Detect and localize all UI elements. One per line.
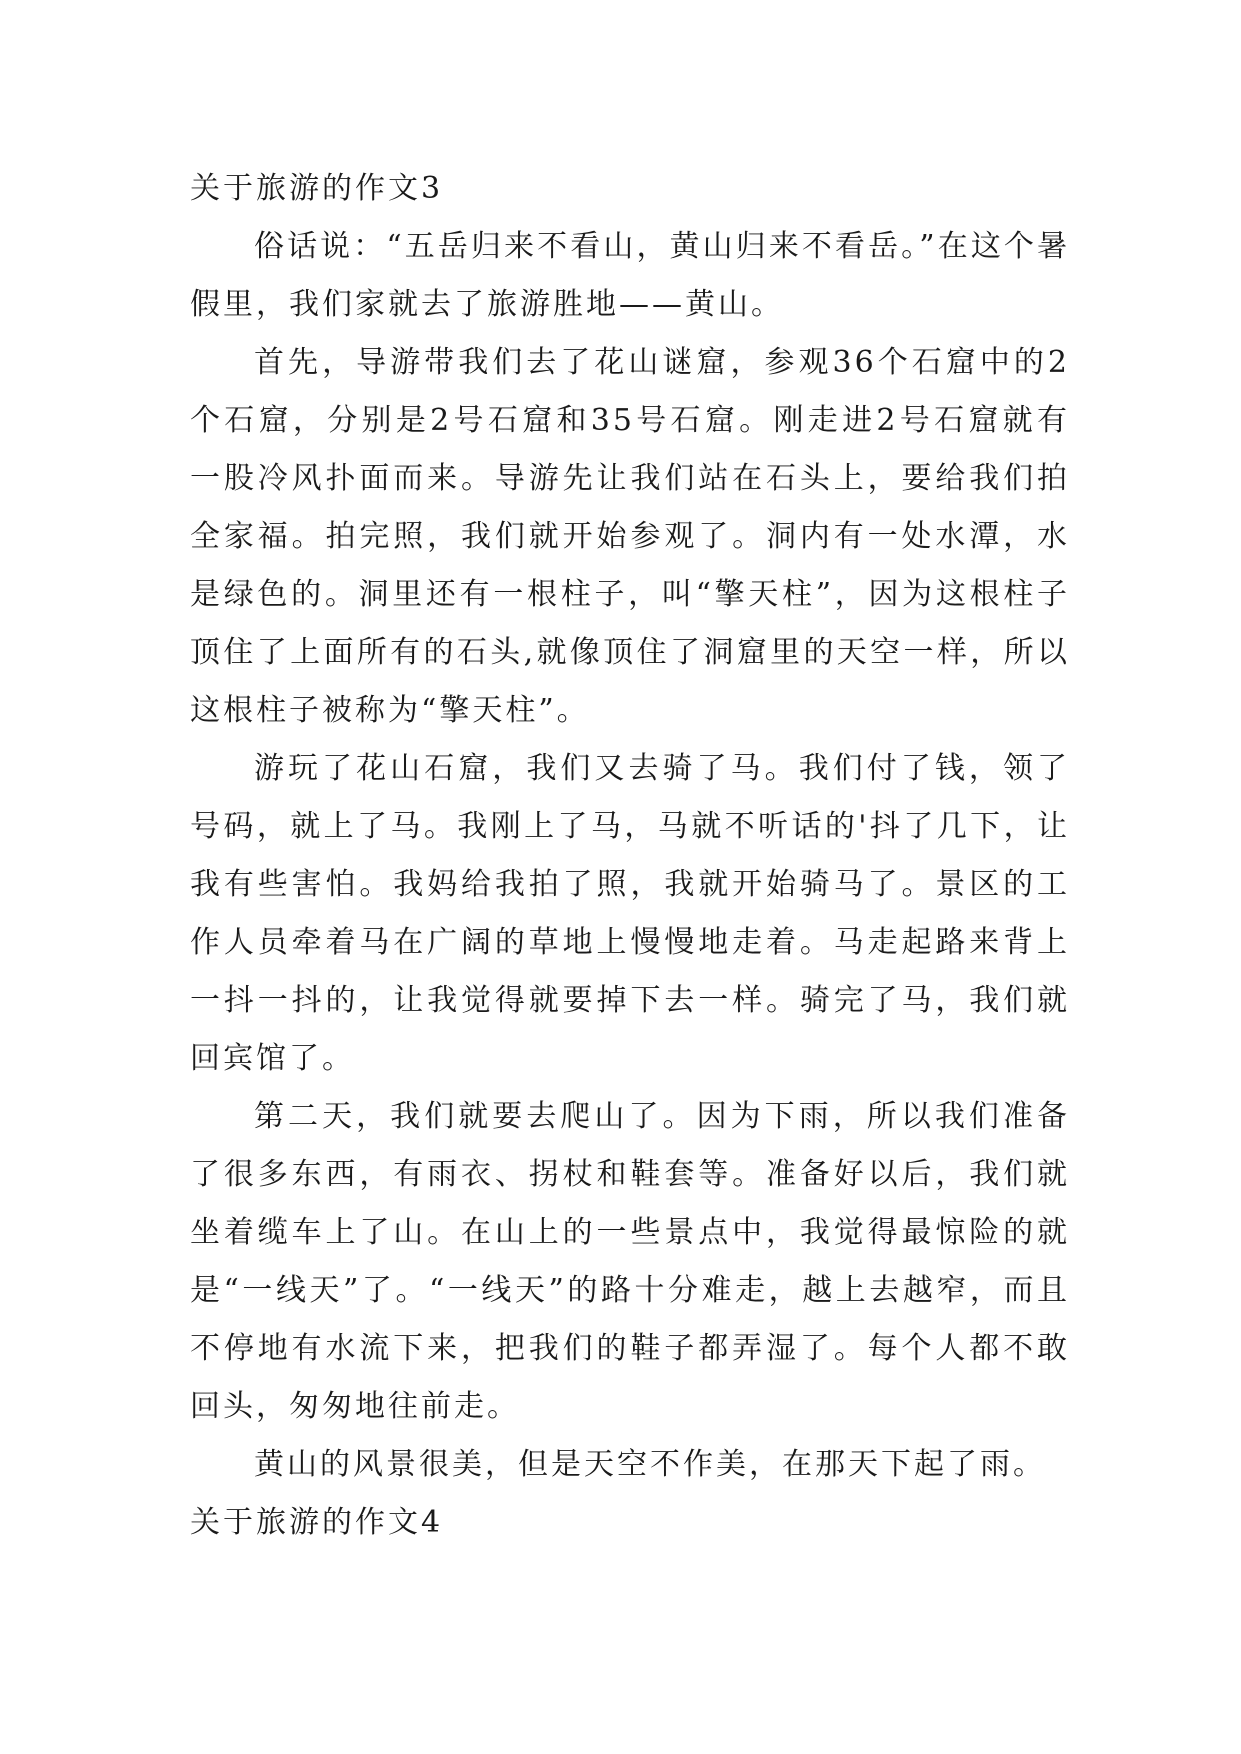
paragraph-grottoes: 首先，导游带我们去了花山谜窟，参观36个石窟中的2个石窟，分别是2号石窟和35号石窟。刚走进2号石窟就有一股冷风扑面而来。导游先让我们站在石头上，要给我们拍全家福。拍完照，我们就开始参观了。洞内有一处水潭，水是绿色的。洞里还有一根柱子，叫“擎天柱”，因为这根柱子顶住了上面所有的石头,就像顶住了洞窟里的天空一样，所以这根柱子被称为“擎天柱”。: [190, 345, 1070, 728]
essay-4-heading: 关于旅游的作文4: [190, 1505, 444, 1540]
paragraph-intro: 俗话说：“五岳归来不看山，黄山归来不看岳。”在这个暑假里，我们家就去了旅游胜地——黄山。: [190, 229, 1070, 322]
document-body: [190, 160, 1070, 1552]
paragraph-scenery: 黄山的风景很美，但是天空不作美，在那天下起了雨。: [254, 1447, 1046, 1482]
paragraph-horse-riding: 游玩了花山石窟，我们又去骑了马。我们付了钱，领了号码，就上了马。我刚上了马，马就不听话的'抖了几下，让我有些害怕。我妈给我拍了照，我就开始骑马了。景区的工作人员牵着马在广阔的草地上慢慢地走着。马走起路来背上一抖一抖的，让我觉得就要掉下去一样。骑完了马，我们就回宾馆了。: [190, 751, 1070, 1076]
essay-3-heading: 关于旅游的作文3: [190, 171, 444, 206]
paragraph-climbing: 第二天，我们就要去爬山了。因为下雨，所以我们准备了很多东西，有雨衣、拐杖和鞋套等。准备好以后，我们就坐着缆车上了山。在山上的一些景点中，我觉得最惊险的就是“一线天”了。“一线天”的路十分难走，越上去越窄，而且不停地有水流下来，把我们的鞋子都弄湿了。每个人都不敢回头，匆匆地往前走。: [190, 1099, 1070, 1424]
